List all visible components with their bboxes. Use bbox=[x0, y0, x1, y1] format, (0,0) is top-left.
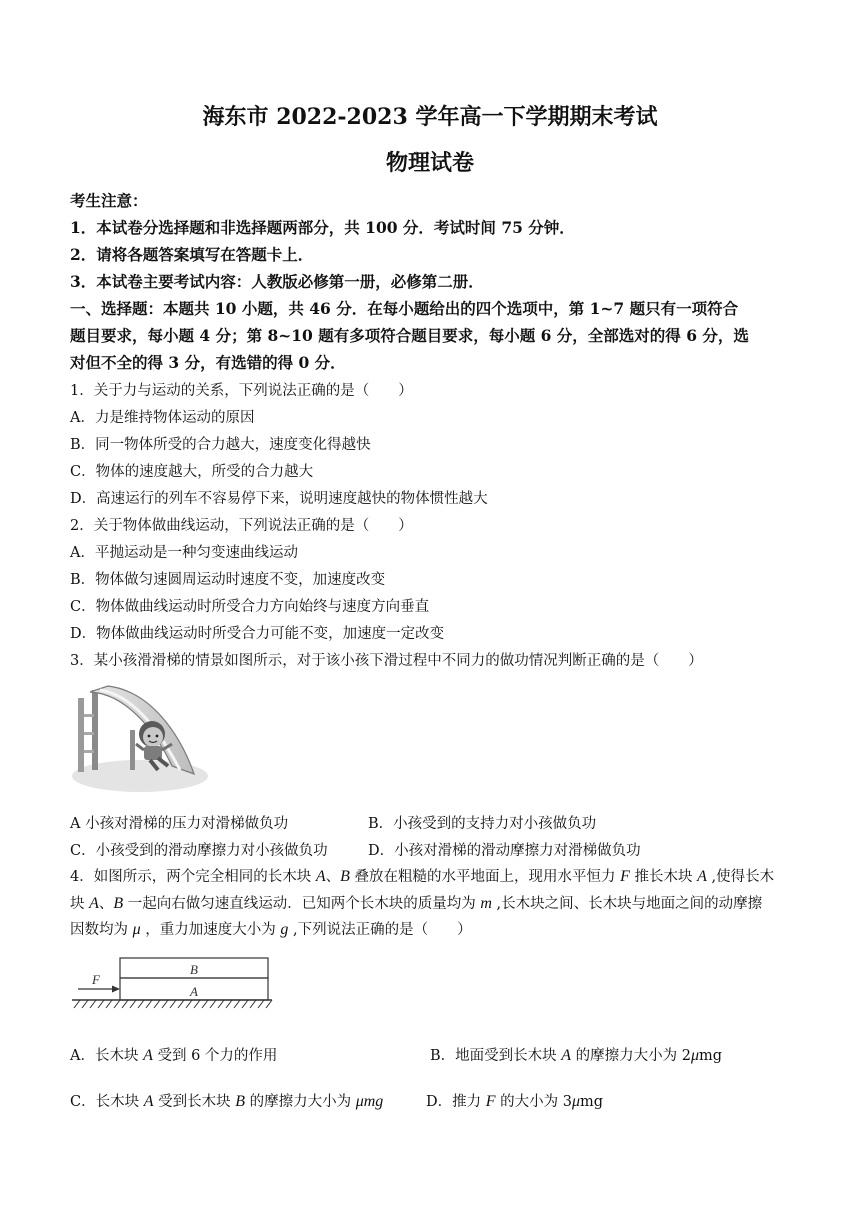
question-2-option-d: D．物体做曲线运动时所受合力可能不变，加速度一定改变 bbox=[70, 626, 445, 642]
question-2-option-b: B．物体做匀速圆周运动时速度不变，加速度改变 bbox=[70, 572, 386, 588]
question-3-stem: 3．某小孩滑滑梯的情景如图所示，对于该小孩下滑过程中不同力的做功情况判断正确的是（ ） bbox=[70, 653, 703, 669]
question-2-stem: 2．关于物体做曲线运动，下列说法正确的是（ ） bbox=[70, 518, 413, 534]
question-1-option-b: B．同一物体所受的合力越大，速度变化得越快 bbox=[70, 437, 371, 453]
question-3-option-d: D．小孩对滑梯的滑动摩擦力对滑梯做负功 bbox=[368, 843, 641, 859]
notice-item-2: 2．请将各题答案填写在答题卡上． bbox=[70, 245, 314, 264]
notice-heading: 考生注意： bbox=[70, 191, 148, 210]
question-1-stem: 1．关于力与运动的关系，下列说法正确的是（ ） bbox=[70, 383, 413, 399]
question-1-option-d: D．高速运行的列车不容易停下来，说明速度越快的物体惯性越大 bbox=[70, 491, 488, 507]
page-subtitle: 物理试卷 bbox=[385, 150, 474, 176]
section-instructions-line-2: 题目要求，每小题 4 分；第 8~10 题有多项符合题目要求，每小题 6 分，全部选对的得 6 分，选 bbox=[70, 326, 749, 345]
force-label-f: F bbox=[92, 972, 100, 987]
page-title: 海东市 2022-2023 学年高一下学期期末考试 bbox=[202, 104, 658, 130]
question-4-stem-line-1: 4．如图所示，两个完全相同的长木块 A、B 叠放在粗糙的水平地面上，现用水平恒力 F 推长木块 A ,使得长木 bbox=[70, 868, 775, 885]
notice-item-3: 3．本试卷主要考试内容：人教版必修第一册，必修第二册． bbox=[70, 272, 484, 291]
question-3-option-c: C．小孩受到的滑动摩擦力对小孩做负功 bbox=[70, 843, 328, 859]
question-4-option-d: D．推力 F 的大小为 3μmg bbox=[426, 1093, 604, 1110]
block-label-a: A bbox=[190, 984, 198, 999]
question-4-stem-line-2: 块 A、B 一起向右做匀速直线运动．已知两个长木块的质量均为 m ,长木块之间、长木块与地面之间的动摩擦 bbox=[70, 895, 763, 912]
question-4-option-c: C．长木块 A 受到长木块 B 的摩擦力大小为 μmg bbox=[70, 1093, 384, 1110]
ground-hatching bbox=[74, 1000, 272, 1008]
blocks-diagram bbox=[72, 952, 272, 1016]
notice-item-1: 1．本试卷分选择题和非选择题两部分，共 100 分．考试时间 75 分钟． bbox=[70, 218, 575, 237]
question-1-option-a: A．力是维持物体运动的原因 bbox=[70, 410, 255, 426]
section-instructions-line-1: 一、选择题：本题共 10 小题，共 46 分．在每小题给出的四个选项中，第 1~7 题只有一项符合 bbox=[70, 299, 739, 318]
question-3-option-b: B．小孩受到的支持力对小孩做负功 bbox=[368, 816, 597, 832]
force-arrow-head bbox=[112, 986, 120, 993]
question-2-option-c: C．物体做曲线运动时所受合力方向始终与速度方向垂直 bbox=[70, 599, 430, 615]
question-4-option-b: B．地面受到长木块 A 的摩擦力大小为 2μmg bbox=[430, 1047, 723, 1064]
question-1-option-c: C．物体的速度越大，所受的合力越大 bbox=[70, 464, 314, 480]
section-instructions-line-3: 对但不全的得 3 分，有选错的得 0 分． bbox=[70, 353, 346, 372]
question-2-option-a: A．平抛运动是一种匀变速曲线运动 bbox=[70, 545, 298, 561]
question-4-stem-line-3: 因数均为 μ ，重力加速度大小为 g ,下列说法正确的是（ ） bbox=[70, 921, 472, 938]
slide-illustration bbox=[72, 684, 212, 794]
question-4-option-a: A．长木块 A 受到 6 个力的作用 bbox=[70, 1047, 278, 1064]
block-label-b: B bbox=[190, 962, 198, 977]
question-3-option-a: A 小孩对滑梯的压力对滑梯做负功 bbox=[70, 816, 289, 832]
